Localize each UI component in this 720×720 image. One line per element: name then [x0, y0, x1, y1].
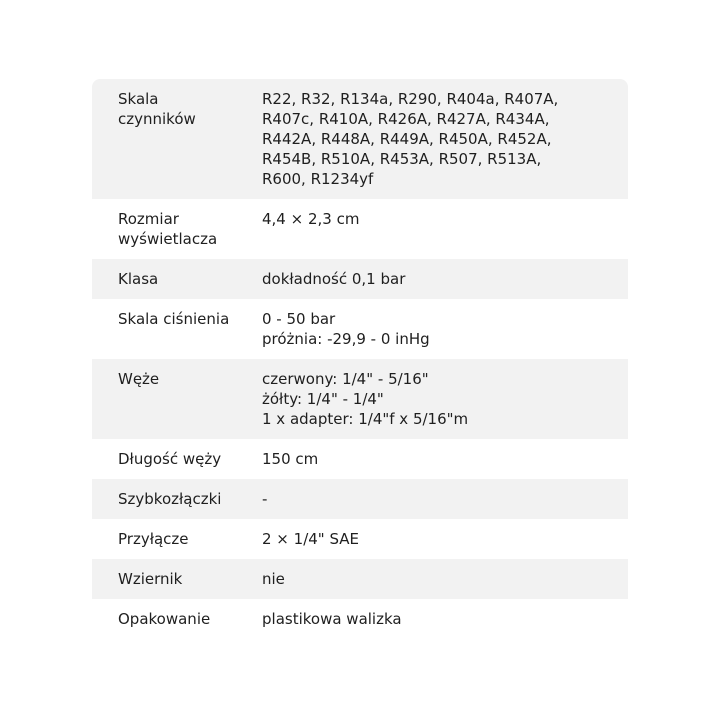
spec-row-connection: [92, 519, 628, 559]
spec-value: plastikowa walizka: [262, 610, 402, 628]
spec-row-pressure-range: [92, 299, 628, 359]
spec-label: Skala czynników: [118, 90, 196, 128]
spec-row-sight-glass: [92, 559, 628, 599]
spec-value: czerwony: 1/4" - 5/16" żółty: 1/4" - 1/4" 1 x adapter: 1/4"f x 5/16"m: [262, 370, 469, 428]
spec-row-quick-couplers: [92, 479, 628, 519]
spec-label: Szybkozłączki: [118, 490, 222, 508]
spec-label: Klasa: [118, 270, 159, 288]
spec-value: R22, R32, R134a, R290, R404a, R407A, R407c, R410A, R426A, R427A, R434A, R442A, R448A, R449A, R450A, R452A, R454B, R510A, R453A, R507, R513A, R600, R1234yf: [262, 90, 559, 188]
spec-label: Skala ciśnienia: [118, 310, 230, 328]
spec-label: Opakowanie: [118, 610, 211, 628]
spec-row-packaging: [92, 599, 628, 639]
spec-table: [92, 79, 628, 639]
spec-row-class: [92, 259, 628, 299]
spec-value: 150 cm: [262, 450, 319, 468]
spec-row-display-size: [92, 199, 628, 259]
spec-value: 4,4 × 2,3 cm: [262, 210, 360, 228]
spec-label: Wziernik: [118, 570, 183, 588]
spec-row-hoses: [92, 359, 628, 439]
spec-label: Przyłącze: [118, 530, 189, 548]
spec-value: dokładność 0,1 bar: [262, 270, 406, 288]
spec-label: Węże: [118, 370, 160, 388]
spec-row-hose-length: [92, 439, 628, 479]
spec-value: 2 × 1/4" SAE: [262, 530, 359, 548]
spec-row-refrigerants: [92, 79, 628, 199]
spec-label: Rozmiar wyświetlacza: [118, 210, 218, 248]
spec-value: 0 - 50 bar próżnia: -29,9 - 0 inHg: [262, 310, 430, 348]
spec-label: Długość węży: [118, 450, 222, 468]
spec-value: nie: [262, 570, 285, 588]
spec-value: -: [262, 490, 268, 508]
